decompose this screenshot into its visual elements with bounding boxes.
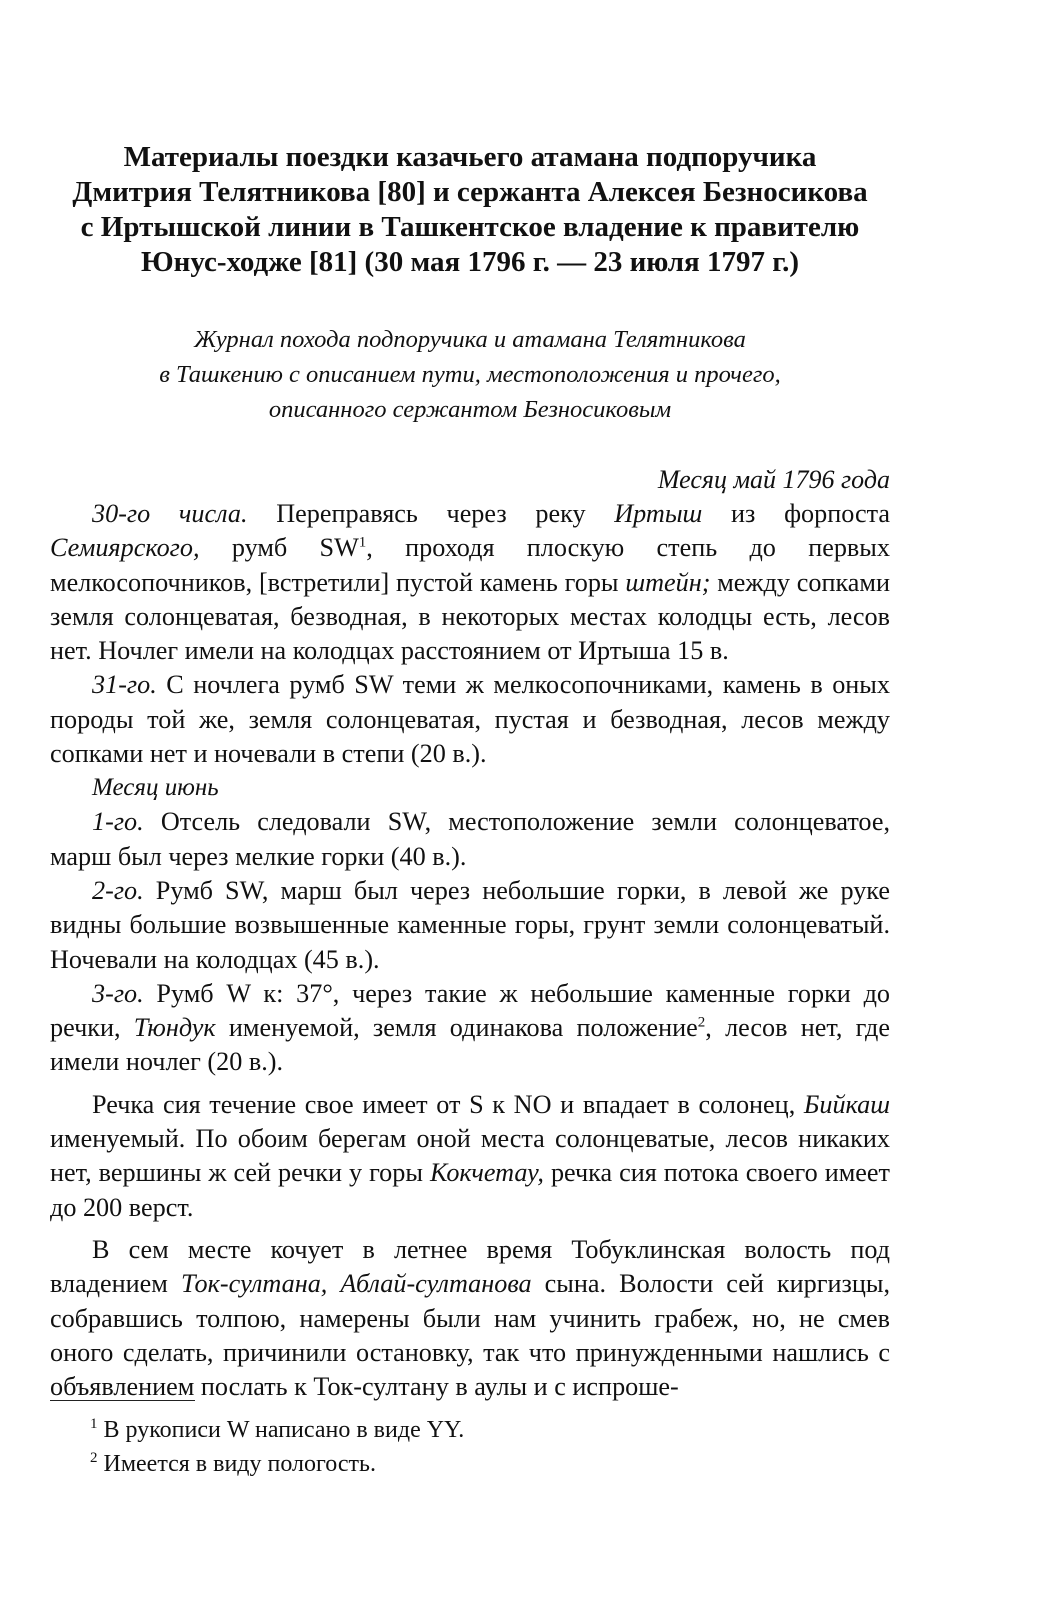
title-line: Материалы поездки казачьего атамана подпоручика: [123, 141, 817, 173]
footnote-item: $^2$ Имеется в виду пологость.: [90, 1450, 376, 1477]
footnote-mark: 2: [90, 1450, 98, 1466]
entry-paragraph: 2-го. Румб SW, марш был через небольшие горки, в левой же руке видны большие возвышенные каменные горы, грунт земли солонцеватый. Ночевали на колодцах (45 в.).: [50, 875, 890, 974]
page-content: [50, 140, 890, 1404]
entry-paragraph: 3-го. Румб W к: 37°, через такие ж небольшие каменные горки до речки, Тюндук именуемой, земля одинакова положение$^2$, лесов нет, где имели ночлег (20 в.).: [50, 978, 890, 1077]
footnote-mark: 1: [90, 1416, 98, 1432]
entry-paragraph: 31-го. С ночлега румб SW теми ж мелкосопочниками, камень в оных породы той же, земля солонцеватая, пустая и безводная, лесов между сопками нет и ночевали в степи (20 в.).: [50, 670, 890, 769]
month-heading-june: Месяц июнь: [92, 774, 219, 802]
footnote-ref: 1: [358, 534, 367, 551]
footnotes: [50, 1413, 890, 1481]
entry-date: 30-го числа.: [92, 499, 248, 528]
entry-paragraph: 1-го. Отсель следовали SW, местоположение земли солонцеватое, марш был через мелкие горки (40 в.).: [50, 807, 890, 871]
entry-date: 2-го.: [92, 875, 144, 905]
footnote-ref: 2: [697, 1014, 706, 1031]
document-subtitle: [50, 322, 890, 427]
title-line: Юнус-ходже [81] (30 мая 1796 г. — 23 июля 1797 г.): [140, 246, 800, 278]
entry-date: 1-го.: [92, 807, 144, 837]
subtitle-line: описанного сержантом Безносиковым: [268, 396, 672, 423]
entry-date: 31-го.: [92, 670, 157, 700]
title-line: с Иртышской линии в Ташкентское владение к правителю: [80, 211, 860, 243]
footnote-item: $^1$ В рукописи W написано в виде YY.: [90, 1416, 465, 1443]
body-paragraph: В сем месте кочует в летнее время Тобуклинская волость под владением Ток-султана, Аблай-султанова сына. Волости сей киргизцы, собравшись толпою, намерены были нам учинить грабеж, но, не смев оного сделать, причинили остановку, так что принужденными нашлись с объявлением послать к Ток-султану в аулы и с испроше-: [50, 1234, 890, 1402]
footnote-divider: [50, 1400, 195, 1401]
entry-date: 3-го.: [92, 978, 144, 1008]
subtitle-line: в Ташкению с описанием пути, местоположения и прочего,: [159, 361, 781, 388]
document-title: [50, 140, 890, 280]
subtitle-line: Журнал похода подпоручика и атамана Телятникова: [194, 326, 746, 353]
month-heading-may: Месяц май 1796 года: [657, 465, 890, 494]
entry-paragraph: 30-го числа. Переправясь через реку Иртыш из форпоста Семиярского, румб $SW^1$, проходя плоскую степь до первых мелкосопочников, [встретили] пустой камень горы штейн; между сопками земля солонцеватая, безводная, в некоторых местах колодцы есть, лесов нет. Ночлег имели на колодцах расстоянием от Иртыша 15 в.: [50, 499, 891, 666]
title-line: Дмитрия Телятникова [80] и сержанта Алексея Безносикова: [72, 176, 868, 208]
body-paragraph: Речка сия течение свое имеет от S к NO и впадает в солонец, Бийкаш именуемый. По обоим берегам оной места солонцеватые, лесов никаких нет, вершины ж сей речки у горы Кокчетау, речка сия потока своего имеет до 200 верст.: [50, 1089, 890, 1222]
